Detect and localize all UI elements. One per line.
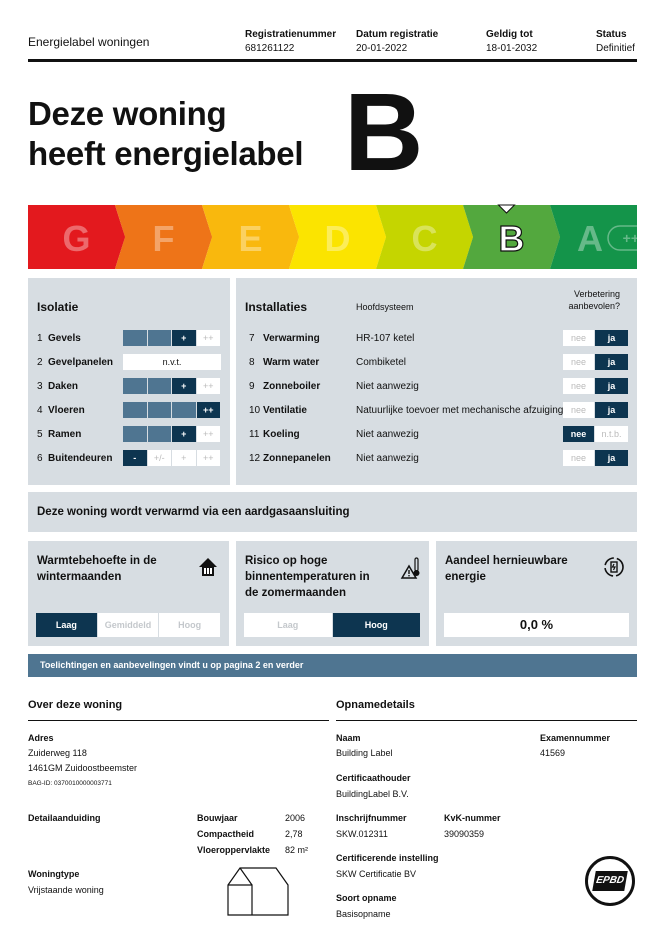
aandeel-panel — [436, 541, 637, 646]
installatie-row-name: Zonnepanelen — [263, 453, 331, 464]
isolatie-level-cell: - — [123, 450, 147, 466]
bouwjaar-value: 2006 — [285, 813, 306, 823]
opname-rule — [336, 720, 637, 721]
installatie-row-nr: 10 — [249, 405, 261, 416]
heating-note: Deze woning wordt verwarmd via een aardgasaansluiting — [37, 506, 350, 518]
header-field-geldig — [486, 29, 537, 54]
a-suffix-text: ++++ — [622, 230, 656, 246]
exam-label: Examennummer — [540, 733, 611, 743]
isolatie-level-cell: ++ — [197, 330, 221, 346]
field-label: Status — [596, 29, 627, 40]
isolatie-level-cell — [123, 402, 147, 418]
isolatie-row-name: Ramen — [48, 429, 82, 440]
soort-label: Soort opname — [336, 893, 397, 903]
isolatie-level-cell: +/- — [148, 450, 172, 466]
advice-option-right: n.t.b. — [595, 426, 628, 442]
energy-label-letter: B — [344, 71, 424, 194]
isolatie-level-cell — [148, 378, 172, 394]
header-field-datum — [356, 29, 438, 54]
field-label: Registratienummer — [245, 29, 337, 40]
headline-line2: heeft energielabel — [28, 135, 304, 172]
warmte-panel — [28, 541, 229, 646]
installatie-row-nr: 11 — [249, 429, 260, 440]
inschr-value: SKW.012311 — [336, 829, 388, 839]
scale-letter-a: A — [577, 218, 603, 259]
soort-value: Basisopname — [336, 909, 391, 919]
installatie-row-name: Verwarming — [263, 333, 320, 344]
isolatie-level-cell: ++ — [197, 426, 221, 442]
field-value: 20-01-2022 — [356, 43, 408, 54]
header-field-registratienummer — [245, 29, 336, 54]
option-hoog: Hoog — [159, 613, 220, 637]
isolatie-level-cell — [148, 426, 172, 442]
scale-letter-g: G — [62, 218, 91, 259]
kvk-label: KvK-nummer — [444, 813, 501, 823]
field-value: 681261122 — [245, 43, 295, 54]
headline — [28, 94, 303, 174]
kvk-value: 39090359 — [444, 829, 485, 839]
epbd-logo-text: EPBD — [592, 871, 628, 891]
isolatie-level-cell — [148, 330, 172, 346]
field-label: Datum registratie — [356, 29, 439, 40]
installatie-row-name: Zonneboiler — [263, 381, 321, 392]
vloer-label: Vloeroppervlakte — [197, 845, 271, 855]
bag-id: BAG-ID: 0370010000003771 — [28, 780, 112, 787]
isolatie-row-nr: 1 — [37, 333, 43, 344]
isolatie-level-cell: ++ — [197, 450, 221, 466]
isolatie-level-cell — [148, 402, 172, 418]
renewable-icon — [602, 555, 626, 579]
option-gemiddeld: Gemiddeld — [98, 613, 159, 637]
doc-title: Energielabel woningen — [28, 35, 150, 49]
inst-value: SKW Certificatie BV — [336, 869, 417, 879]
option-hoog: Hoog — [333, 613, 421, 637]
isolatie-row-name: Gevels — [48, 333, 81, 344]
naam-value: Building Label — [336, 748, 393, 758]
bouwjaar-label: Bouwjaar — [197, 813, 238, 823]
installaties-title: Installaties — [245, 300, 308, 314]
header-rule — [28, 59, 637, 62]
cert-value: BuildingLabel B.V. — [336, 789, 409, 799]
heating-note-panel — [28, 492, 637, 532]
advice-option-right: ja — [595, 450, 628, 466]
isolatie-level-cell — [123, 330, 147, 346]
scale-letter-b: B — [498, 218, 525, 259]
over-title: Over deze woning — [28, 699, 123, 711]
installatie-row-system: Niet aanwezig — [356, 453, 419, 464]
isolatie-row-name: Buitendeuren — [48, 453, 113, 464]
advice-option-left: nee — [563, 450, 594, 466]
isolatie-panel — [28, 278, 230, 485]
scale-letter-f: F — [152, 218, 175, 259]
isolatie-row-nr: 4 — [37, 405, 43, 416]
installatie-row-system: HR-107 ketel — [356, 333, 415, 344]
vloer-value: 82 m² — [285, 845, 309, 855]
advice-option-left: nee — [563, 330, 594, 346]
thermometer-warning-icon — [400, 556, 422, 580]
risico-title: Risico op hoge binnentemperaturen in de zomermaanden — [245, 555, 370, 599]
field-label: Geldig tot — [486, 29, 533, 40]
adres-label: Adres — [28, 733, 54, 743]
headline-line1: Deze woning — [28, 95, 227, 132]
adres-line1: Zuiderweg 118 — [28, 748, 87, 758]
compact-label: Compactheid — [197, 829, 255, 839]
scale-letter-e: E — [238, 218, 263, 259]
installatie-row-system: Niet aanwezig — [356, 429, 419, 440]
woningtype-value: Vrijstaande woning — [28, 885, 104, 895]
installatie-row-name: Warm water — [263, 357, 320, 368]
installatie-row-name: Ventilatie — [263, 405, 307, 416]
isolatie-level-cell — [172, 402, 196, 418]
advice-option-left: nee — [563, 378, 594, 394]
advice-option-left: nee — [563, 354, 594, 370]
naam-label: Naam — [336, 733, 361, 743]
woningtype-label: Woningtype — [28, 869, 80, 879]
energy-label-scale — [28, 205, 656, 269]
detached-house-icon — [226, 865, 290, 917]
inschr-label: Inschrijfnummer — [336, 813, 407, 823]
installatie-row-system: Combiketel — [356, 357, 407, 368]
verbetering-header: Verbetering aanbevolen? — [568, 289, 620, 311]
epbd-logo — [585, 856, 635, 906]
adres-line2: 1461GM Zuidoostbeemster — [28, 763, 138, 773]
isolatie-level-cell: ++ — [197, 378, 221, 394]
installaties-panel — [236, 278, 637, 485]
exam-value: 41569 — [540, 748, 566, 758]
isolatie-row-nr: 3 — [37, 381, 43, 392]
installatie-row-name: Koeling — [263, 429, 300, 440]
advice-option-right: ja — [595, 402, 628, 418]
isolatie-row-name: Daken — [48, 381, 79, 392]
opname-title: Opnamedetails — [336, 699, 415, 711]
house-icon — [197, 556, 219, 578]
advice-option-right: ja — [595, 330, 628, 346]
over-rule — [28, 720, 329, 721]
inst-label: Certificerende instelling — [336, 853, 439, 863]
advice-option-right: ja — [595, 354, 628, 370]
info-bar: Toelichtingen en aanbevelingen vindt u op pagina 2 en verder — [28, 654, 637, 677]
isolatie-level-cell — [123, 426, 147, 442]
isolatie-row-nr: 6 — [37, 453, 43, 464]
installatie-row-nr: 9 — [249, 381, 255, 392]
option-laag: Laag — [36, 613, 97, 637]
field-value: Definitief — [596, 43, 635, 54]
installatie-row-nr: 8 — [249, 357, 255, 368]
detail-label: Detailaanduiding — [28, 813, 101, 823]
installatie-row-system: Niet aanwezig — [356, 381, 419, 392]
risico-panel — [236, 541, 429, 646]
isolatie-level-cell — [123, 378, 147, 394]
advice-option-left: nee — [563, 426, 594, 442]
cert-label: Certificaathouder — [336, 773, 411, 783]
isolatie-row-nr: 5 — [37, 429, 43, 440]
installatie-row-nr: 12 — [249, 453, 261, 464]
advice-option-right: ja — [595, 378, 628, 394]
isolatie-level-cell: + — [172, 426, 196, 442]
scale-letter-d: D — [324, 218, 351, 259]
aandeel-title: Aandeel hernieuwbare energie — [445, 555, 568, 583]
isolatie-row-nr: 2 — [37, 357, 43, 368]
option-laag: Laag — [244, 613, 332, 637]
warmte-scale — [36, 613, 221, 637]
isolatie-level-cell: + — [172, 378, 196, 394]
isolatie-level-cell: ++ — [197, 402, 221, 418]
scale-letter-c: C — [411, 218, 438, 259]
installatie-row-nr: 7 — [249, 333, 255, 344]
isolatie-level-cell: + — [172, 450, 196, 466]
isolatie-level-cell: + — [172, 330, 196, 346]
isolatie-level-na: n.v.t. — [123, 354, 221, 370]
advice-option-left: nee — [563, 402, 594, 418]
warmte-title: Warmtebehoefte in de wintermaanden — [37, 555, 157, 583]
isolatie-row-name: Vloeren — [48, 405, 85, 416]
isolatie-row-name: Gevelpanelen — [48, 357, 114, 368]
installatie-row-system: Natuurlijke toevoer met mechanische afzuiging — [356, 405, 564, 416]
field-value: 18-01-2032 — [486, 43, 538, 54]
header-field-status — [596, 29, 635, 54]
risico-scale — [244, 613, 421, 637]
compact-value: 2,78 — [285, 829, 303, 839]
hoofdsysteem-header: Hoofdsysteem — [356, 302, 414, 312]
aandeel-value: 0,0 % — [444, 613, 629, 637]
isolatie-title: Isolatie — [37, 300, 79, 314]
